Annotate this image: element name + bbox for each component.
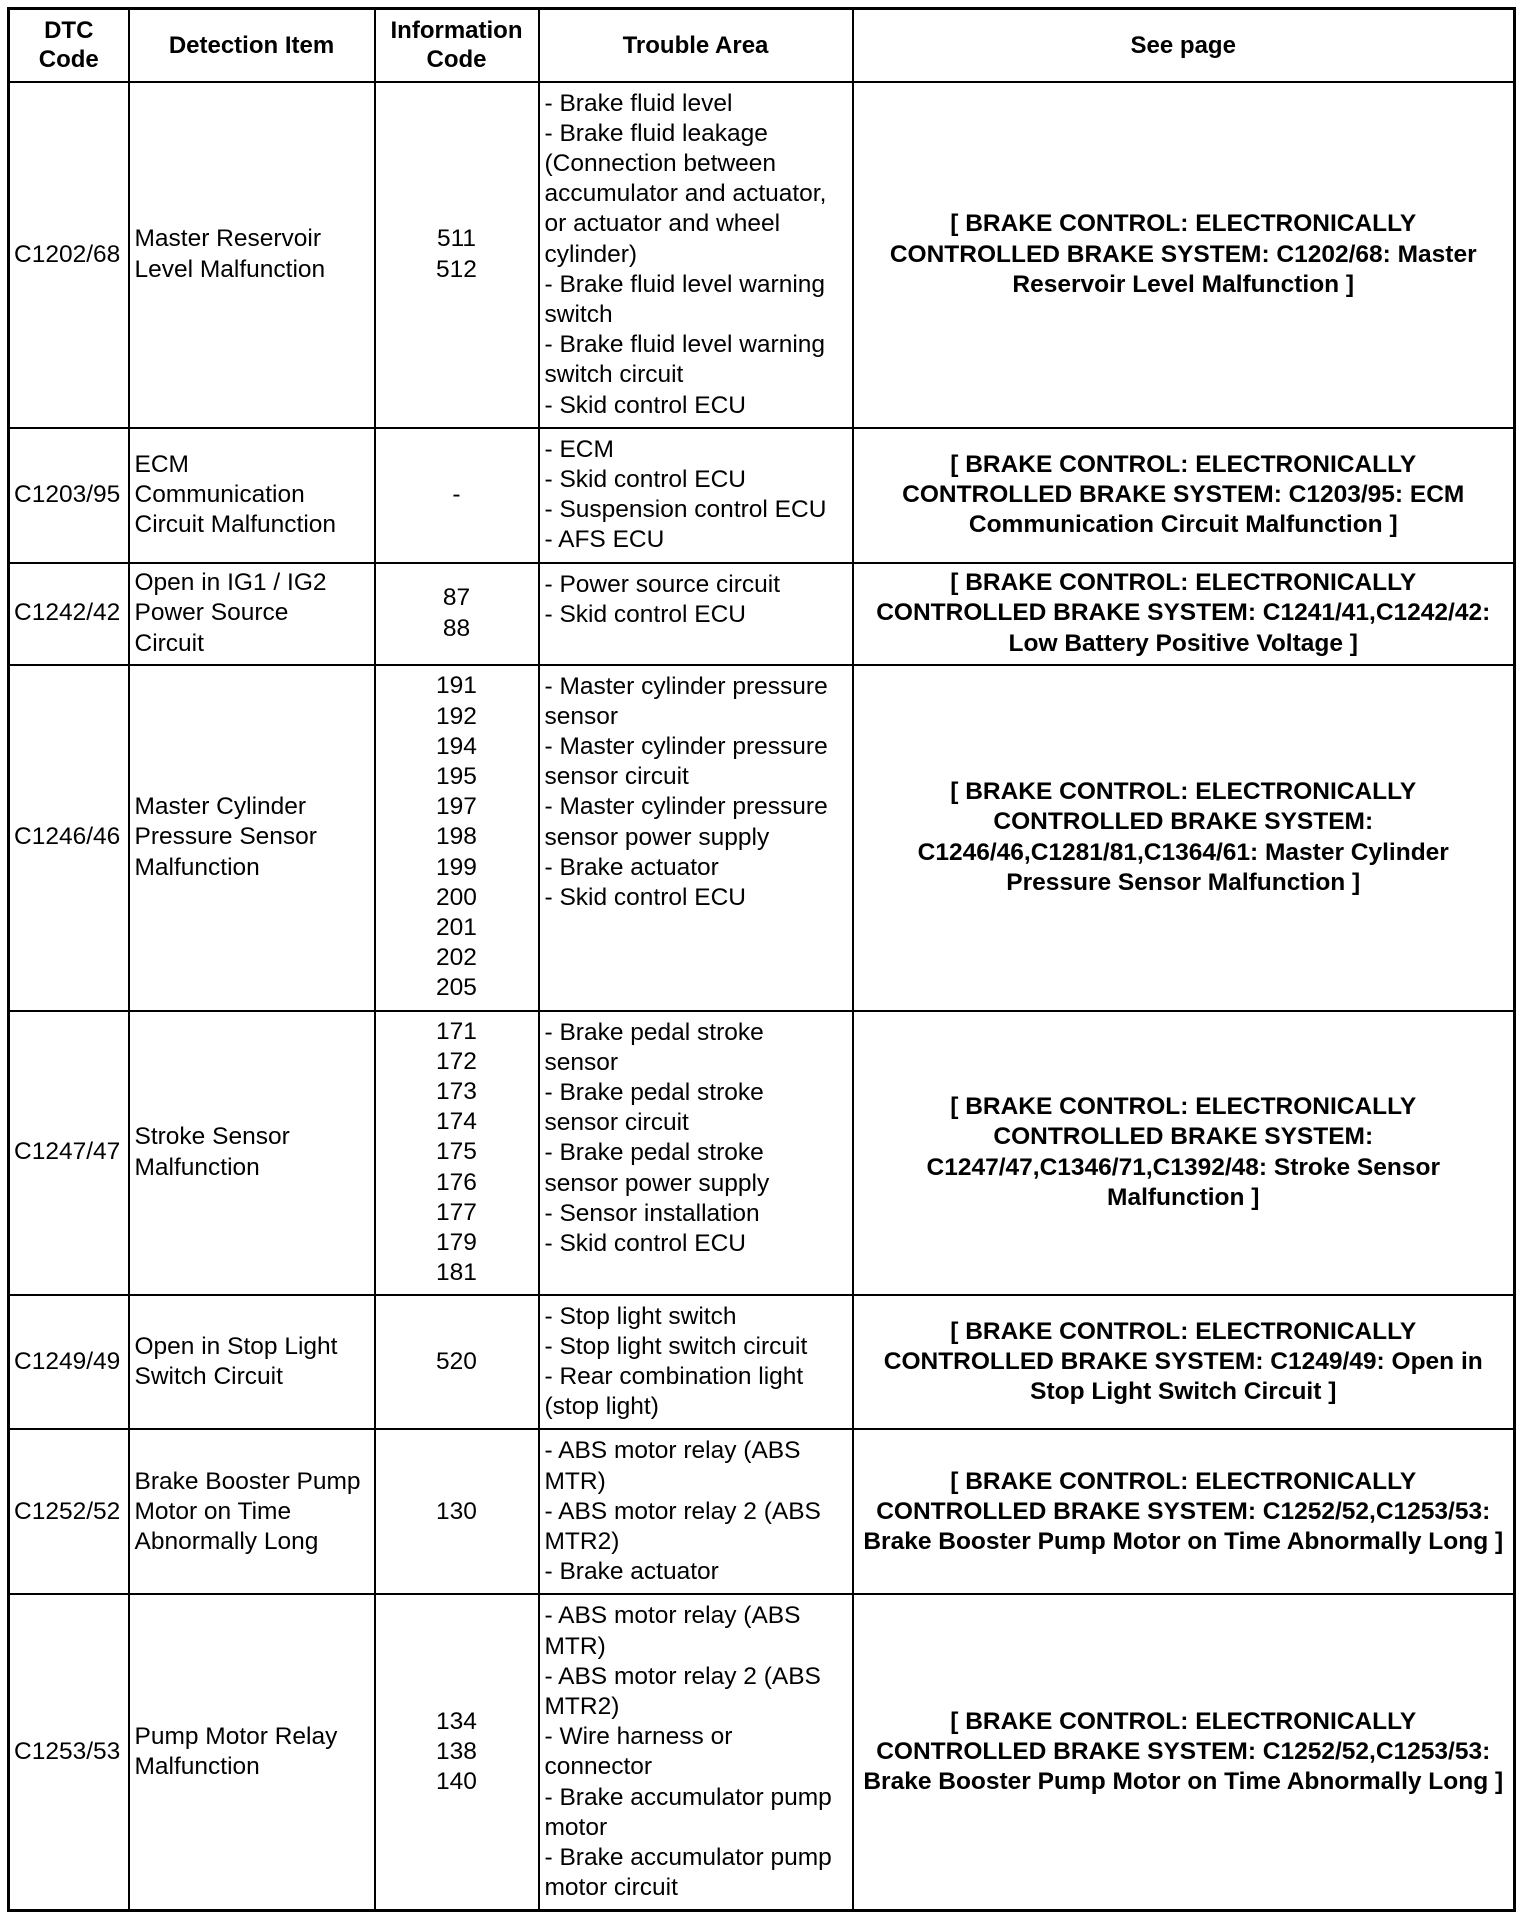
table-row bbox=[9, 428, 1515, 563]
detection-item-line: Circuit bbox=[134, 629, 204, 657]
see-page-line: CONTROLLED BRAKE SYSTEM: C1202/68: Master bbox=[889, 240, 1477, 268]
trouble-area-line: - ABS motor relay 2 (ABS bbox=[544, 1662, 821, 1690]
dtc-code-cell: C1202/68 bbox=[9, 82, 129, 428]
table-row bbox=[9, 82, 1515, 428]
trouble-area-line: switch circuit bbox=[544, 361, 684, 389]
information-code-line: 520 bbox=[436, 1347, 477, 1375]
trouble-area-line: - Brake fluid level bbox=[544, 89, 733, 117]
see-page-line: [ BRAKE CONTROL: ELECTRONICALLY bbox=[950, 1467, 1417, 1495]
trouble-area-line: - ABS motor relay (ABS bbox=[544, 1437, 801, 1465]
trouble-area-line: - Skid control ECU bbox=[544, 1229, 747, 1257]
table-row bbox=[9, 1011, 1515, 1295]
information-code-line: 134 bbox=[436, 1708, 477, 1736]
trouble-area-line: switch bbox=[544, 300, 613, 328]
see-page-line: [ BRAKE CONTROL: ELECTRONICALLY bbox=[950, 210, 1417, 238]
header-row bbox=[9, 9, 1515, 82]
information-code-line: 197 bbox=[436, 793, 477, 821]
see-page-line: [ BRAKE CONTROL: ELECTRONICALLY bbox=[950, 1708, 1417, 1736]
trouble-area-line: sensor bbox=[544, 702, 619, 730]
information-code-cell bbox=[375, 82, 539, 428]
see-page-line: [ BRAKE CONTROL: ELECTRONICALLY bbox=[950, 1093, 1417, 1121]
see-page-cell bbox=[853, 428, 1515, 563]
information-code-line: 171 bbox=[436, 1017, 477, 1045]
see-page-line: Low Battery Positive Voltage ] bbox=[1008, 629, 1358, 657]
trouble-area-line: - Brake pedal stroke bbox=[544, 1018, 764, 1046]
trouble-area-line: - Brake fluid leakage bbox=[544, 119, 768, 147]
detection-item-line: Stroke Sensor bbox=[134, 1123, 290, 1151]
trouble-area-line: - Brake pedal stroke bbox=[544, 1139, 764, 1167]
information-code-line: 195 bbox=[436, 763, 477, 791]
trouble-area-line: - Stop light switch bbox=[544, 1302, 737, 1330]
table-row bbox=[9, 563, 1515, 665]
trouble-area-line: connector bbox=[544, 1753, 653, 1781]
trouble-area-line: - ECM bbox=[544, 435, 614, 463]
detection-item-line: Pump Motor Relay bbox=[134, 1723, 338, 1751]
see-page-line: CONTROLLED BRAKE SYSTEM: C1252/52,C1253/53: bbox=[876, 1497, 1491, 1525]
see-page-line: Communication Circuit Malfunction ] bbox=[968, 511, 1398, 539]
trouble-area-line: - Master cylinder pressure bbox=[544, 793, 828, 821]
trouble-area-line: - ABS motor relay 2 (ABS bbox=[544, 1497, 821, 1525]
dtc-code-cell: C1203/95 bbox=[9, 428, 129, 563]
header-see-page: See page bbox=[853, 9, 1515, 82]
information-code-line: 177 bbox=[436, 1198, 477, 1226]
trouble-area-line: - Skid control ECU bbox=[544, 391, 747, 419]
trouble-area-line: cylinder) bbox=[544, 240, 638, 268]
information-code-line: 199 bbox=[436, 853, 477, 881]
trouble-area-line: - Stop light switch circuit bbox=[544, 1332, 808, 1360]
dtc-code-cell: C1249/49 bbox=[9, 1295, 129, 1430]
table-row bbox=[9, 1594, 1515, 1911]
detection-item-line: Malfunction bbox=[134, 1153, 260, 1181]
see-page-cell bbox=[853, 82, 1515, 428]
information-code-line: 173 bbox=[436, 1078, 477, 1106]
table-row bbox=[9, 1295, 1515, 1430]
see-page-line: C1247/47,C1346/71,C1392/48: Stroke Sensor bbox=[926, 1153, 1440, 1181]
information-code-line: 87 bbox=[442, 584, 471, 612]
information-code-line: 201 bbox=[436, 914, 477, 942]
table-row bbox=[9, 665, 1515, 1011]
trouble-area-line: (Connection between bbox=[544, 149, 777, 177]
trouble-area-cell bbox=[539, 1594, 853, 1911]
trouble-area-line: motor circuit bbox=[544, 1874, 678, 1902]
detection-item-line: Level Malfunction bbox=[134, 255, 326, 283]
detection-item-line: Master Reservoir bbox=[134, 225, 322, 253]
trouble-area-line: or actuator and wheel bbox=[544, 210, 781, 238]
trouble-area-line: - Wire harness or bbox=[544, 1723, 733, 1751]
information-code-line: 138 bbox=[436, 1738, 477, 1766]
trouble-area-line: - Brake pedal stroke bbox=[544, 1078, 764, 1106]
header-trouble-area: Trouble Area bbox=[539, 9, 853, 82]
information-code-line: 176 bbox=[436, 1168, 477, 1196]
information-code-cell bbox=[375, 428, 539, 563]
detection-item-line: Motor on Time bbox=[134, 1497, 292, 1525]
trouble-area-line: - Brake accumulator pump bbox=[544, 1844, 832, 1871]
detection-item-cell bbox=[129, 1295, 375, 1430]
detection-item-line: Switch Circuit bbox=[134, 1362, 283, 1390]
detection-item-cell bbox=[129, 1429, 375, 1594]
information-code-cell bbox=[375, 1594, 539, 1911]
see-page-line: CONTROLLED BRAKE SYSTEM: C1252/52,C1253/53: bbox=[876, 1738, 1491, 1766]
detection-item-cell bbox=[129, 665, 375, 1011]
trouble-area-line: - Skid control ECU bbox=[544, 883, 747, 911]
see-page-line: Malfunction ] bbox=[1107, 1183, 1260, 1211]
see-page-cell bbox=[853, 1295, 1515, 1430]
see-page-cell bbox=[853, 665, 1515, 1011]
detection-item-line: Abnormally Long bbox=[134, 1527, 319, 1555]
dtc-table bbox=[7, 7, 1516, 1912]
dtc-table-container bbox=[7, 7, 1516, 1912]
trouble-area-line: MTR2) bbox=[544, 1527, 620, 1555]
table-row bbox=[9, 1429, 1515, 1594]
dtc-code-cell: C1246/46 bbox=[9, 665, 129, 1011]
trouble-area-line: sensor bbox=[544, 1048, 619, 1076]
see-page-line: CONTROLLED BRAKE SYSTEM: C1241/41,C1242/42: bbox=[876, 599, 1491, 627]
trouble-area-line: - Skid control ECU bbox=[544, 465, 747, 493]
information-code-line: 88 bbox=[442, 614, 471, 642]
trouble-area-line: - Sensor installation bbox=[544, 1199, 760, 1227]
information-code-cell bbox=[375, 563, 539, 665]
detection-item-line: Malfunction bbox=[134, 1753, 260, 1781]
see-page-line: Reservoir Level Malfunction ] bbox=[1012, 270, 1355, 298]
information-code-line: 511 bbox=[436, 225, 477, 253]
information-code-line: 175 bbox=[436, 1138, 477, 1166]
detection-item-cell bbox=[129, 1594, 375, 1911]
detection-item-cell bbox=[129, 1011, 375, 1295]
trouble-area-line: sensor power supply bbox=[544, 1169, 770, 1197]
information-code-line: 202 bbox=[436, 944, 477, 972]
detection-item-line: ECM bbox=[134, 450, 189, 478]
trouble-area-line: - Power source circuit bbox=[544, 570, 781, 598]
information-code-line: - bbox=[452, 481, 461, 509]
trouble-area-line: sensor circuit bbox=[544, 1109, 689, 1137]
detection-item-line: Open in Stop Light bbox=[134, 1332, 338, 1360]
information-code-line: 179 bbox=[436, 1229, 477, 1257]
trouble-area-line: motor bbox=[544, 1813, 608, 1841]
see-page-line: [ BRAKE CONTROL: ELECTRONICALLY bbox=[950, 778, 1417, 806]
trouble-area-cell bbox=[539, 665, 853, 1011]
detection-item-line: Master Cylinder bbox=[134, 793, 307, 821]
detection-item-line: Brake Booster Pump bbox=[134, 1467, 361, 1495]
see-page-cell bbox=[853, 563, 1515, 665]
information-code-line: 194 bbox=[436, 732, 477, 760]
trouble-area-line: (stop light) bbox=[544, 1393, 659, 1421]
information-code-line: 200 bbox=[436, 883, 477, 911]
trouble-area-line: - Skid control ECU bbox=[544, 600, 747, 628]
dtc-code-cell: C1247/47 bbox=[9, 1011, 129, 1295]
detection-item-line: Pressure Sensor bbox=[134, 823, 317, 851]
trouble-area-line: - Brake accumulator pump bbox=[544, 1783, 832, 1811]
trouble-area-cell bbox=[539, 563, 853, 665]
trouble-area-line: - Brake actuator bbox=[544, 1558, 719, 1586]
see-page-cell bbox=[853, 1594, 1515, 1911]
trouble-area-cell bbox=[539, 1429, 853, 1594]
dtc-code-cell: C1242/42 bbox=[9, 563, 129, 665]
trouble-area-line: sensor power supply bbox=[544, 823, 770, 851]
trouble-area-line: - Master cylinder pressure bbox=[544, 672, 828, 700]
information-code-cell bbox=[375, 1429, 539, 1594]
information-code-line: 198 bbox=[436, 823, 477, 851]
see-page-line: CONTROLLED BRAKE SYSTEM: bbox=[993, 1123, 1374, 1151]
see-page-line: CONTROLLED BRAKE SYSTEM: bbox=[993, 808, 1374, 836]
detection-item-cell bbox=[129, 563, 375, 665]
trouble-area-line: MTR) bbox=[544, 1632, 606, 1660]
information-code-line: 174 bbox=[436, 1108, 477, 1136]
trouble-area-line: accumulator and actuator, bbox=[544, 180, 827, 208]
detection-item-line: Malfunction bbox=[134, 853, 260, 881]
header-dtc-code: DTC Code bbox=[9, 9, 129, 82]
trouble-area-line: - Rear combination light bbox=[544, 1362, 804, 1390]
dtc-code-cell: C1253/53 bbox=[9, 1594, 129, 1911]
information-code-cell bbox=[375, 665, 539, 1011]
header-information-code: Information Code bbox=[375, 9, 539, 82]
detection-item-cell bbox=[129, 82, 375, 428]
see-page-line: [ BRAKE CONTROL: ELECTRONICALLY bbox=[950, 450, 1417, 478]
see-page-cell bbox=[853, 1429, 1515, 1594]
information-code-line: 181 bbox=[436, 1259, 477, 1287]
see-page-line: CONTROLLED BRAKE SYSTEM: C1203/95: ECM bbox=[902, 481, 1465, 509]
trouble-area-cell bbox=[539, 1295, 853, 1430]
information-code-line: 205 bbox=[436, 974, 477, 1002]
trouble-area-line: - Suspension control ECU bbox=[544, 496, 827, 524]
trouble-area-line: - ABS motor relay (ABS bbox=[544, 1602, 801, 1630]
header-detection-item: Detection Item bbox=[129, 9, 375, 82]
information-code-line: 130 bbox=[436, 1497, 477, 1525]
detection-item-line: Power Source bbox=[134, 599, 289, 627]
detection-item-cell bbox=[129, 428, 375, 563]
trouble-area-cell bbox=[539, 82, 853, 428]
trouble-area-line: - Master cylinder pressure bbox=[544, 732, 828, 760]
trouble-area-line: - Brake fluid level warning bbox=[544, 270, 826, 298]
detection-item-line: Communication bbox=[134, 481, 305, 509]
information-code-cell bbox=[375, 1295, 539, 1430]
see-page-line: Brake Booster Pump Motor on Time Abnormally Long ] bbox=[863, 1527, 1504, 1555]
information-code-line: 140 bbox=[436, 1768, 477, 1796]
see-page-line: [ BRAKE CONTROL: ELECTRONICALLY bbox=[950, 569, 1417, 597]
see-page-line: Stop Light Switch Circuit ] bbox=[1030, 1378, 1337, 1406]
information-code-line: 191 bbox=[436, 672, 477, 700]
detection-item-line: Open in IG1 / IG2 bbox=[134, 569, 327, 597]
see-page-line: Pressure Sensor Malfunction ] bbox=[1006, 868, 1361, 896]
information-code-cell bbox=[375, 1011, 539, 1295]
see-page-cell bbox=[853, 1011, 1515, 1295]
see-page-line: [ BRAKE CONTROL: ELECTRONICALLY bbox=[950, 1317, 1417, 1345]
trouble-area-line: MTR2) bbox=[544, 1692, 620, 1720]
trouble-area-line: - Brake actuator bbox=[544, 853, 719, 881]
see-page-line: Brake Booster Pump Motor on Time Abnormally Long ] bbox=[863, 1768, 1504, 1796]
dtc-code-cell: C1252/52 bbox=[9, 1429, 129, 1594]
trouble-area-cell bbox=[539, 1011, 853, 1295]
trouble-area-cell bbox=[539, 428, 853, 563]
detection-item-line: Circuit Malfunction bbox=[134, 511, 337, 539]
see-page-line: C1246/46,C1281/81,C1364/61: Master Cylinder bbox=[917, 838, 1449, 866]
see-page-line: CONTROLLED BRAKE SYSTEM: C1249/49: Open in bbox=[883, 1347, 1483, 1375]
information-code-line: 512 bbox=[436, 255, 477, 283]
trouble-area-line: MTR) bbox=[544, 1467, 606, 1495]
information-code-line: 172 bbox=[436, 1047, 477, 1075]
information-code-line: 192 bbox=[436, 702, 477, 730]
trouble-area-line: sensor circuit bbox=[544, 763, 689, 791]
trouble-area-line: - Brake fluid level warning bbox=[544, 331, 826, 359]
table-body bbox=[9, 82, 1515, 1911]
trouble-area-line: - AFS ECU bbox=[544, 526, 665, 554]
